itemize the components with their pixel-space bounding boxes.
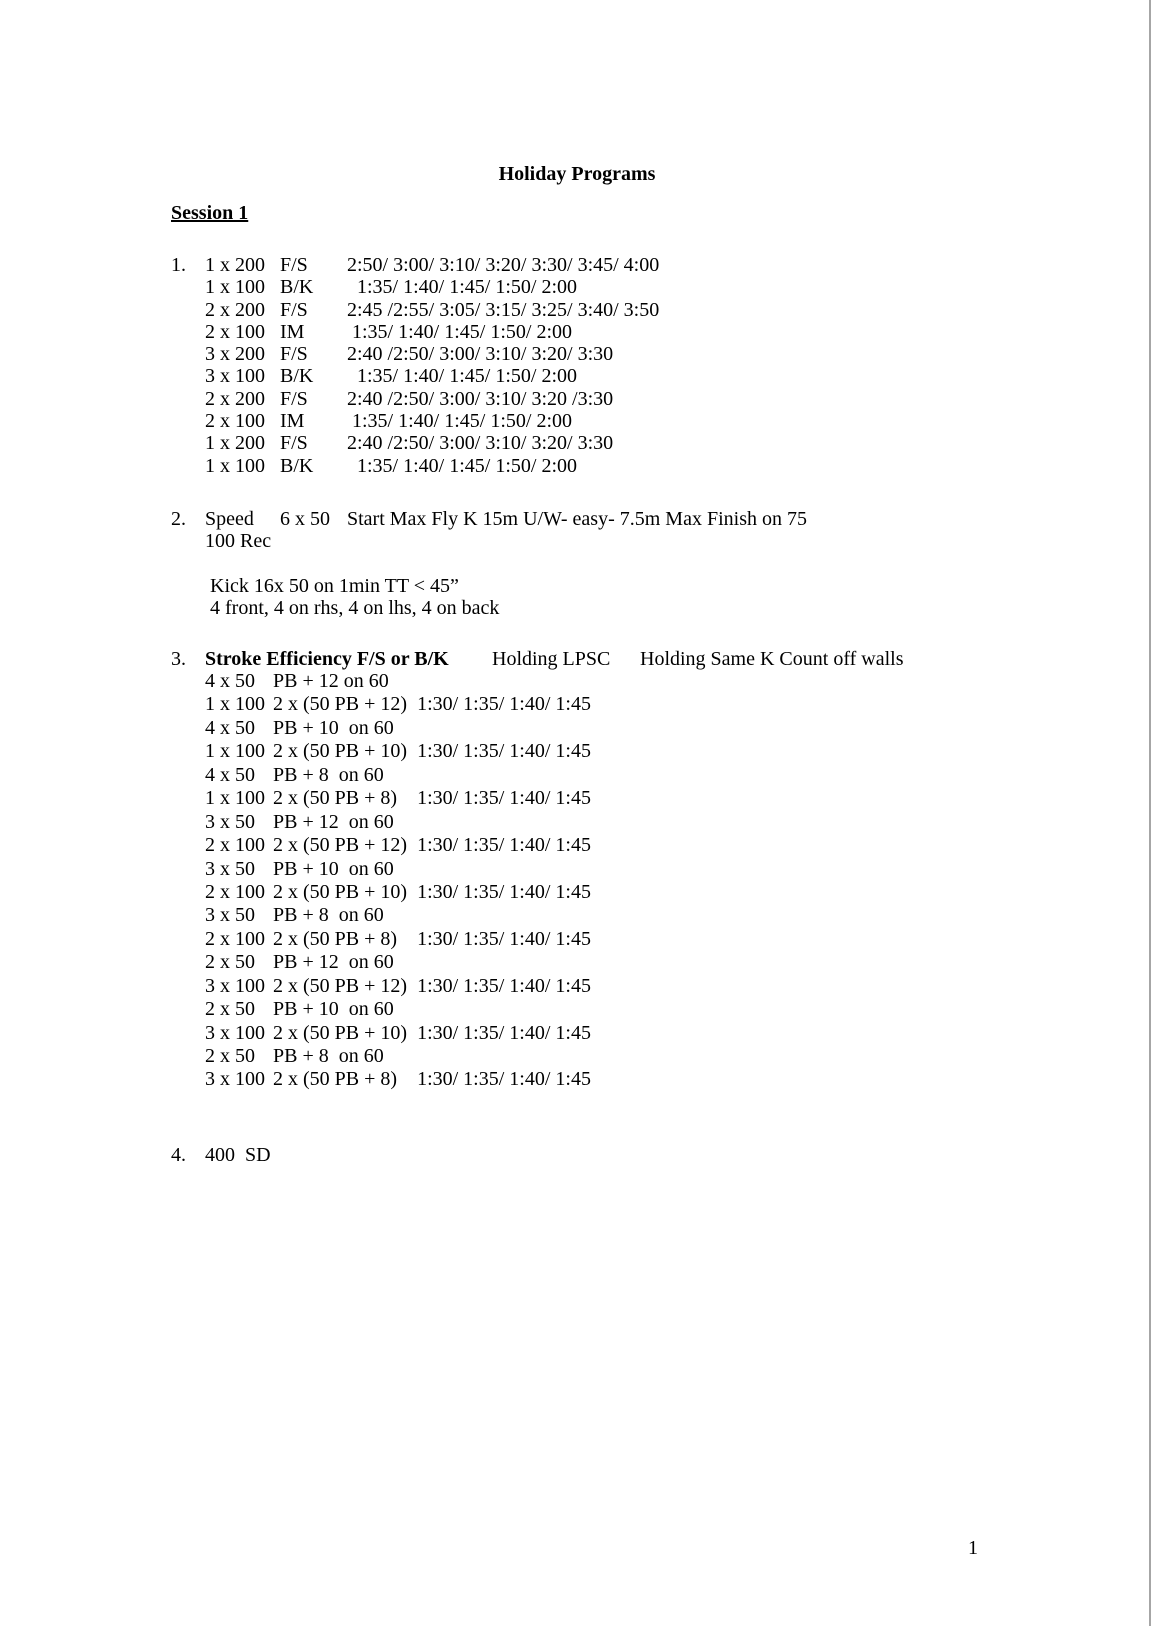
set-row xyxy=(205,858,591,881)
set-row xyxy=(205,254,659,276)
set-row xyxy=(205,410,659,432)
set-stroke: F/S xyxy=(280,432,308,455)
set-row xyxy=(205,787,591,810)
set-row xyxy=(205,693,591,716)
set-stroke: F/S xyxy=(280,254,308,276)
set-quantity: 2 x 100 xyxy=(205,927,265,950)
set-quantity: 1 x 100 xyxy=(205,740,265,763)
set-quantity: 2 x 100 xyxy=(205,880,265,903)
item3-set-list xyxy=(205,670,591,1092)
set-row xyxy=(205,1068,591,1091)
set-detail: 2 x (50 PB + 10) 1:30/ 1:35/ 1:40/ 1:45 xyxy=(273,880,591,903)
set-row xyxy=(205,928,591,951)
set-stroke: IM xyxy=(280,410,305,433)
speed-set-line xyxy=(205,508,807,530)
set-times: 2:40 /2:50/ 3:00/ 3:10/ 3:20/ 3:30 xyxy=(347,343,614,366)
set-times: 1:35/ 1:40/ 1:45/ 1:50/ 2:00 xyxy=(347,410,573,433)
set-row xyxy=(205,365,659,387)
set-quantity: 1 x 200 xyxy=(205,432,265,455)
set-times: 2:50/ 3:00/ 3:10/ 3:20/ 3:30/ 3:45/ 4:00 xyxy=(347,254,660,276)
speed-quantity: 6 x 50 xyxy=(280,508,330,530)
page-title: Holiday Programs xyxy=(498,163,656,185)
set-detail: 2 x (50 PB + 8) 1:30/ 1:35/ 1:40/ 1:45 xyxy=(273,1068,591,1091)
set-detail: 2 x (50 PB + 12) 1:30/ 1:35/ 1:40/ 1:45 xyxy=(273,693,591,716)
set-quantity: 2 x 50 xyxy=(205,998,255,1021)
set-detail: 2 x (50 PB + 10) 1:30/ 1:35/ 1:40/ 1:45 xyxy=(273,740,591,763)
set-stroke: B/K xyxy=(280,454,314,477)
set-quantity: 3 x 50 xyxy=(205,857,255,880)
set-row xyxy=(205,834,591,857)
kick-set-detail: 4 front, 4 on rhs, 4 on lhs, 4 on back xyxy=(210,597,500,619)
list-number-1: 1. xyxy=(171,254,186,276)
set-quantity: 3 x 200 xyxy=(205,343,265,366)
set-quantity: 1 x 200 xyxy=(205,254,265,276)
set-detail: PB + 10 on 60 xyxy=(273,857,394,880)
set-detail: 2 x (50 PB + 10) 1:30/ 1:35/ 1:40/ 1:45 xyxy=(273,1021,591,1044)
set-times: 1:35/ 1:40/ 1:45/ 1:50/ 2:00 xyxy=(347,454,578,477)
set-quantity: 2 x 50 xyxy=(205,1045,255,1067)
set-row xyxy=(205,299,659,321)
set-row xyxy=(205,343,659,365)
holding-lpsc-note: Holding LPSC xyxy=(492,648,611,670)
set-row xyxy=(205,432,659,454)
set-row xyxy=(205,276,659,298)
set-row xyxy=(205,740,591,763)
speed-recovery: 100 Rec xyxy=(205,530,272,552)
set-times: 2:40 /2:50/ 3:00/ 3:10/ 3:20 /3:30 xyxy=(347,387,614,410)
set-quantity: 1 x 100 xyxy=(205,454,265,477)
set-row xyxy=(205,951,591,974)
set-stroke: F/S xyxy=(280,343,308,366)
set-stroke: F/S xyxy=(280,387,308,410)
set-row xyxy=(205,388,659,410)
set-detail: 2 x (50 PB + 8) 1:30/ 1:35/ 1:40/ 1:45 xyxy=(273,787,591,810)
set-quantity: 3 x 100 xyxy=(205,365,265,388)
list-number-4: 4. xyxy=(171,1144,186,1166)
set-detail: 2 x (50 PB + 12) 1:30/ 1:35/ 1:40/ 1:45 xyxy=(273,834,591,857)
set-quantity: 3 x 50 xyxy=(205,904,255,927)
set-quantity: 2 x 200 xyxy=(205,387,265,410)
set-row xyxy=(205,998,591,1021)
page-number: 1 xyxy=(968,1537,978,1559)
set-times: 2:40 /2:50/ 3:00/ 3:10/ 3:20/ 3:30 xyxy=(347,432,614,455)
set-quantity: 4 x 50 xyxy=(205,763,255,786)
set-detail: PB + 8 on 60 xyxy=(273,904,384,927)
swim-down-set: 400 SD xyxy=(205,1144,271,1166)
set-detail: PB + 8 on 60 xyxy=(273,1045,384,1067)
set-detail: PB + 10 on 60 xyxy=(273,998,394,1021)
holding-kcount-note: Holding Same K Count off walls xyxy=(640,648,904,670)
list-number-2: 2. xyxy=(171,508,186,530)
set-row xyxy=(205,670,591,693)
speed-description: Start Max Fly K 15m U/W- easy- 7.5m Max Finish on 75 xyxy=(347,508,807,530)
set-row xyxy=(205,764,591,787)
set-row xyxy=(205,321,659,343)
set-quantity: 4 x 50 xyxy=(205,716,255,739)
set-stroke: F/S xyxy=(280,298,308,321)
page-edge-line xyxy=(1149,0,1151,1626)
set-times: 1:35/ 1:40/ 1:45/ 1:50/ 2:00 xyxy=(347,320,573,343)
set-detail: PB + 12 on 60 xyxy=(273,670,389,692)
list-number-3: 3. xyxy=(171,648,186,670)
set-detail: 2 x (50 PB + 12) 1:30/ 1:35/ 1:40/ 1:45 xyxy=(273,974,591,997)
set-quantity: 3 x 100 xyxy=(205,1021,265,1044)
set-quantity: 3 x 100 xyxy=(205,974,265,997)
set-quantity: 3 x 50 xyxy=(205,810,255,833)
stroke-efficiency-heading xyxy=(0,648,1154,671)
set-times: 1:35/ 1:40/ 1:45/ 1:50/ 2:00 xyxy=(347,365,578,388)
set-quantity: 1 x 100 xyxy=(205,693,265,716)
set-detail: 2 x (50 PB + 8) 1:30/ 1:35/ 1:40/ 1:45 xyxy=(273,927,591,950)
set-row xyxy=(205,455,659,477)
set-quantity: 2 x 100 xyxy=(205,410,265,433)
set-quantity: 2 x 100 xyxy=(205,834,265,857)
set-row xyxy=(205,1022,591,1045)
kick-set-line: Kick 16x 50 on 1min TT < 45” xyxy=(210,575,459,597)
set-quantity: 1 x 100 xyxy=(205,276,265,299)
set-times: 2:45 /2:55/ 3:05/ 3:15/ 3:25/ 3:40/ 3:50 xyxy=(347,298,660,321)
set-stroke: B/K xyxy=(280,365,314,388)
set-row xyxy=(205,717,591,740)
set-detail: PB + 10 on 60 xyxy=(273,716,394,739)
set-times: 1:35/ 1:40/ 1:45/ 1:50/ 2:00 xyxy=(347,276,578,299)
set-quantity: 2 x 50 xyxy=(205,951,255,974)
set-row xyxy=(205,1045,591,1068)
speed-label: Speed xyxy=(205,508,254,530)
stroke-efficiency-title: Stroke Efficiency F/S or B/K xyxy=(205,648,449,670)
set-stroke: B/K xyxy=(280,276,314,299)
set-row xyxy=(205,904,591,927)
item1-set-list xyxy=(205,254,659,477)
set-detail: PB + 12 on 60 xyxy=(273,810,394,833)
set-quantity: 2 x 200 xyxy=(205,298,265,321)
set-row xyxy=(205,811,591,834)
set-quantity: 3 x 100 xyxy=(205,1068,265,1091)
set-quantity: 2 x 100 xyxy=(205,320,265,343)
set-detail: PB + 12 on 60 xyxy=(273,951,394,974)
session-heading: Session 1 xyxy=(171,202,249,224)
set-quantity: 1 x 100 xyxy=(205,787,265,810)
set-detail: PB + 8 on 60 xyxy=(273,763,384,786)
set-quantity: 4 x 50 xyxy=(205,670,255,692)
set-stroke: IM xyxy=(280,320,305,343)
set-row xyxy=(205,881,591,904)
set-row xyxy=(205,975,591,998)
